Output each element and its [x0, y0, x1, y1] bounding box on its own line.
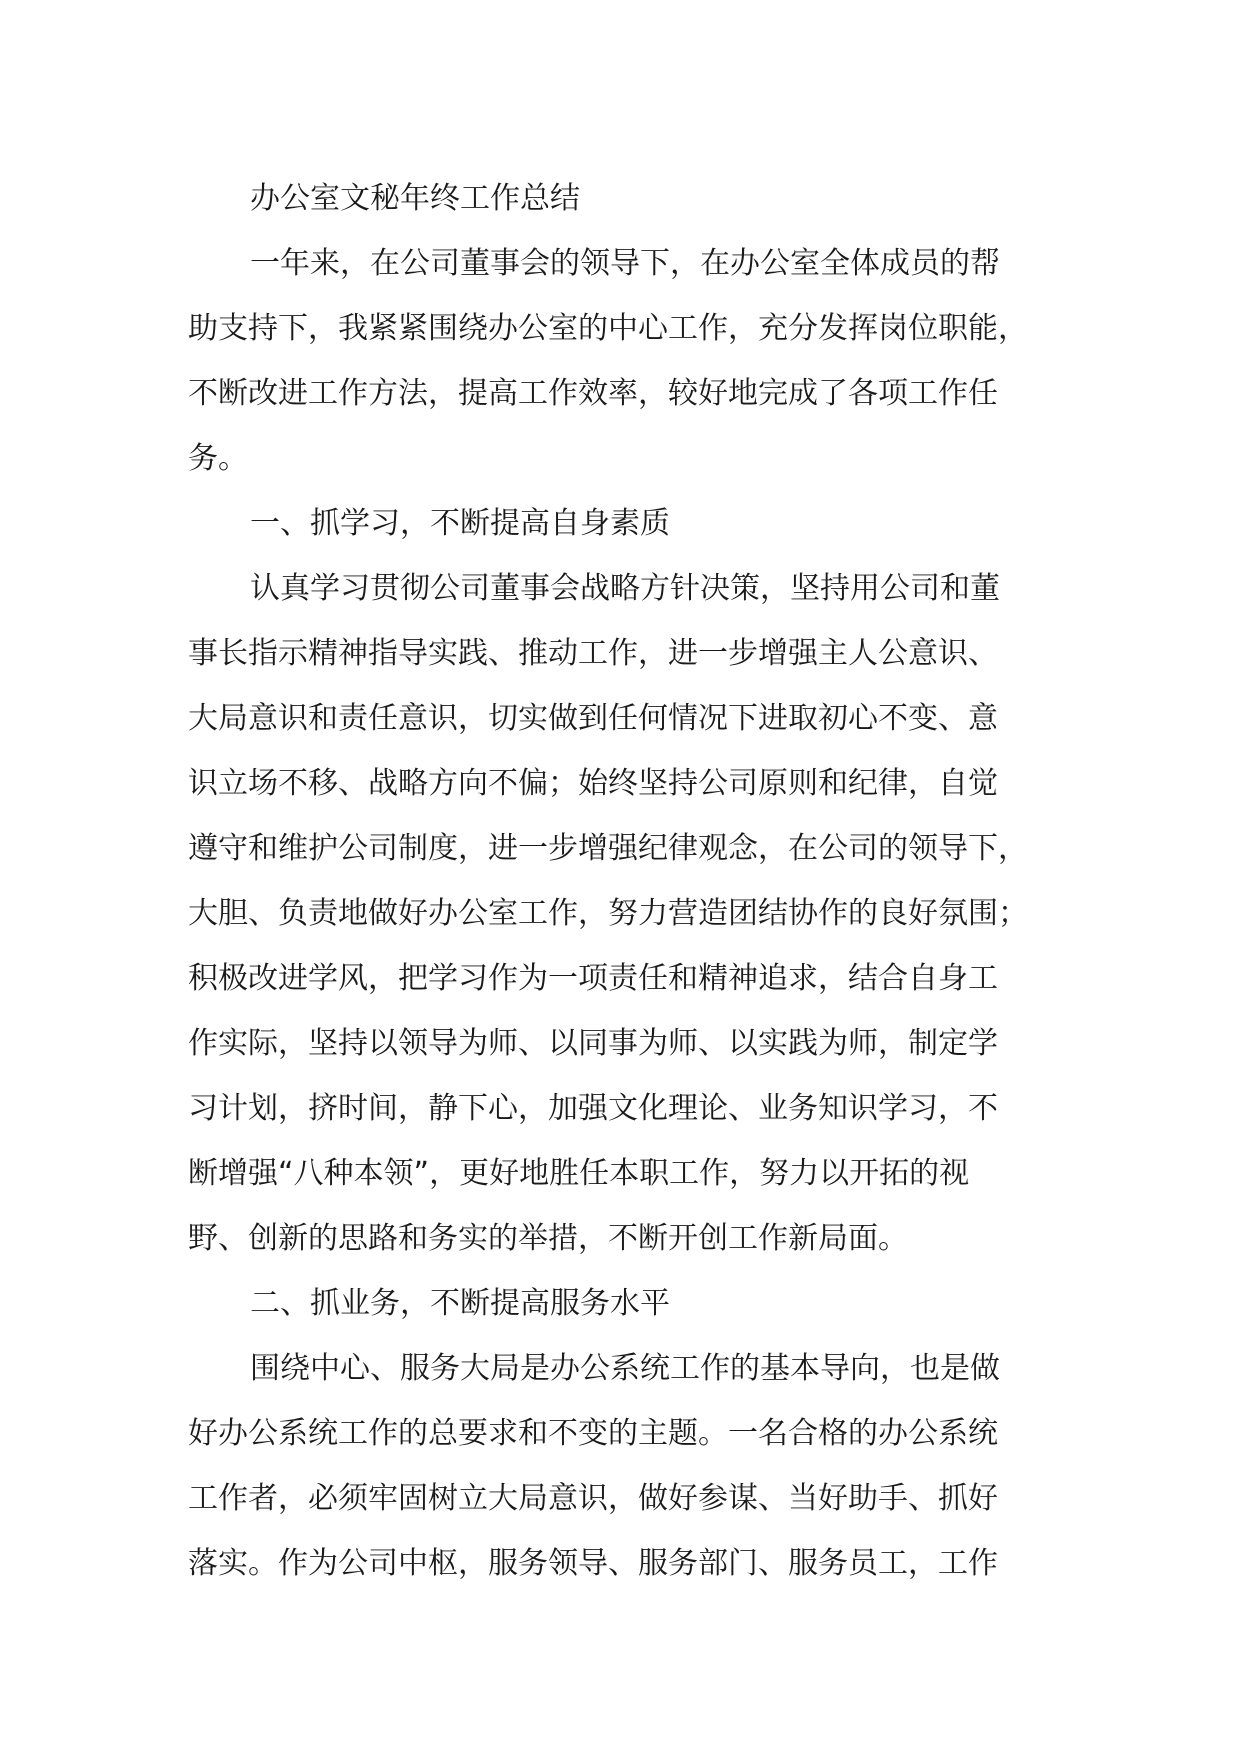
paragraph-line: 务。	[188, 441, 248, 476]
document-title	[188, 166, 1068, 231]
paragraph-study	[188, 556, 1068, 1271]
paragraph-line: 一年来，在公司董事会的领导下，在办公室全体成员的帮	[250, 246, 1000, 281]
paragraph-line: 作实际，坚持以领导为师、以同事为师、以实践为师，制定学	[188, 1026, 998, 1061]
paragraph-line: 不断改进工作方法，提高工作效率，较好地完成了各项工作任	[188, 376, 998, 411]
paragraph-service	[188, 1336, 1068, 1596]
paragraph-line: 大胆、负责地做好办公室工作，努力营造团结协作的良好氛围；	[188, 896, 1028, 931]
paragraph-intro	[188, 231, 1068, 491]
paragraph-line: 围绕中心、服务大局是办公系统工作的基本导向，也是做	[250, 1351, 1000, 1386]
paragraph-line: 断增强“八种本领”，更好地胜任本职工作，努力以开拓的视	[188, 1156, 970, 1191]
heading-line: 一、抓学习，不断提高自身素质	[250, 506, 670, 541]
paragraph-line: 积极改进学风，把学习作为一项责任和精神追求，结合自身工	[188, 961, 998, 996]
title-line: 办公室文秘年终工作总结	[250, 181, 580, 216]
paragraph-line: 大局意识和责任意识，切实做到任何情况下进取初心不变、意	[188, 701, 998, 736]
heading-line: 二、抓业务，不断提高服务水平	[250, 1286, 670, 1321]
document-body	[188, 166, 1068, 1596]
paragraph-line: 遵守和维护公司制度，进一步增强纪律观念，在公司的领导下，	[188, 831, 1028, 866]
paragraph-line: 野、创新的思路和务实的举措，不断开创工作新局面。	[188, 1221, 908, 1256]
paragraph-line: 事长指示精神指导实践、推动工作，进一步增强主人公意识、	[188, 636, 998, 671]
paragraph-line: 工作者，必须牢固树立大局意识，做好参谋、当好助手、抓好	[188, 1481, 998, 1516]
paragraph-line: 识立场不移、战略方向不偏；始终坚持公司原则和纪律，自觉	[188, 766, 998, 801]
paragraph-line: 习计划，挤时间，静下心，加强文化理论、业务知识学习，不	[188, 1091, 998, 1126]
paragraph-line: 好办公系统工作的总要求和不变的主题。一名合格的办公系统	[188, 1416, 998, 1451]
paragraph-line: 助支持下，我紧紧围绕办公室的中心工作，充分发挥岗位职能，	[188, 311, 1028, 346]
paragraph-line: 落实。作为公司中枢，服务领导、服务部门、服务员工，工作	[188, 1546, 998, 1581]
paragraph-line: 认真学习贯彻公司董事会战略方针决策，坚持用公司和董	[250, 571, 1000, 606]
section-heading-2	[188, 1271, 1068, 1336]
section-heading-1	[188, 491, 1068, 556]
